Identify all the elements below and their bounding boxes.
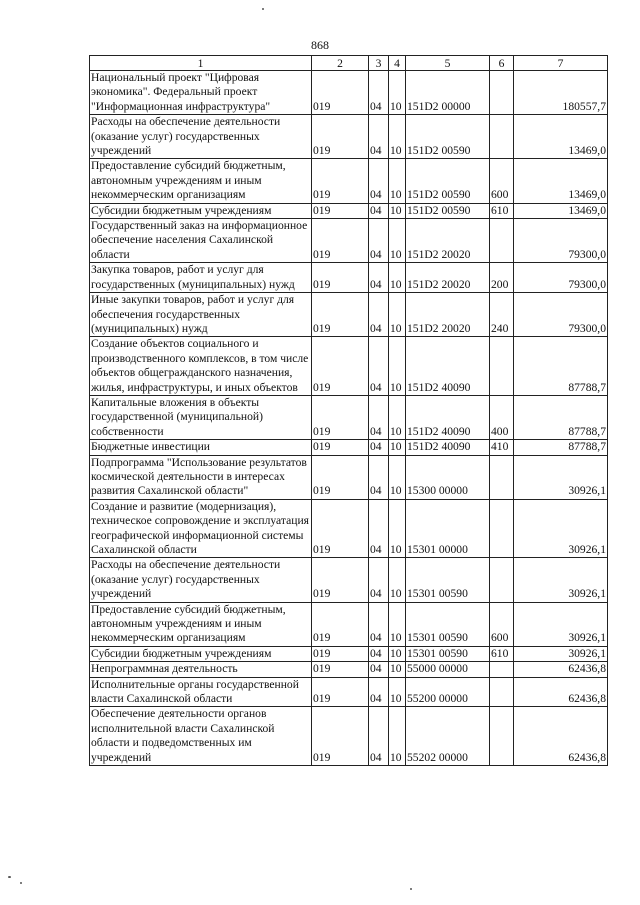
header-row xyxy=(90,56,608,71)
header-col-7: 7 xyxy=(514,56,608,71)
cell-amount: 87788,7 xyxy=(514,440,608,455)
cell-name: Создание объектов социального и производственного комплексов, в том числе объектов общегражданского назначения, жилья, инфраструктуры, и иных объектов xyxy=(90,337,312,396)
cell-ministry-code: 019 xyxy=(312,602,369,646)
cell-ministry-code: 019 xyxy=(312,440,369,455)
cell-ministry-code: 019 xyxy=(312,455,369,499)
table-row xyxy=(90,395,608,439)
scan-speck xyxy=(262,8,264,10)
cell-amount: 79300,0 xyxy=(514,293,608,337)
cell-expense-type: 610 xyxy=(490,203,514,218)
header-col-5: 5 xyxy=(406,56,490,71)
cell-expense-type xyxy=(490,558,514,602)
cell-subsection: 10 xyxy=(389,499,406,558)
cell-expense-type: 610 xyxy=(490,646,514,661)
cell-target-article: 151D2 00000 xyxy=(406,71,490,115)
header-col-2: 2 xyxy=(312,56,369,71)
cell-expense-type xyxy=(490,337,514,396)
cell-section: 04 xyxy=(369,602,389,646)
cell-section: 04 xyxy=(369,558,389,602)
cell-subsection: 10 xyxy=(389,440,406,455)
page-number: 868 xyxy=(311,38,329,52)
cell-section: 04 xyxy=(369,499,389,558)
cell-expense-type: 400 xyxy=(490,395,514,439)
table-row xyxy=(90,159,608,203)
cell-target-article: 55202 00000 xyxy=(406,707,490,766)
cell-section: 04 xyxy=(369,337,389,396)
cell-target-article: 151D2 20020 xyxy=(406,263,490,293)
cell-target-article: 151D2 00590 xyxy=(406,115,490,159)
cell-name: Непрограммная деятельность xyxy=(90,662,312,677)
cell-name: Предоставление субсидий бюджетным, автономным учреждениям и иным некоммерческим организациям xyxy=(90,602,312,646)
cell-amount: 30926,1 xyxy=(514,646,608,661)
scan-speck xyxy=(410,888,412,890)
cell-amount: 30926,1 xyxy=(514,602,608,646)
cell-subsection: 10 xyxy=(389,293,406,337)
cell-name: Субсидии бюджетным учреждениям xyxy=(90,646,312,661)
cell-expense-type xyxy=(490,662,514,677)
cell-name: Предоставление субсидий бюджетным, автономным учреждениям и иным некоммерческим организациям xyxy=(90,159,312,203)
cell-name: Создание и развитие (модернизация), техническое сопровождение и эксплуатация географической информационной системы Сахалинской области xyxy=(90,499,312,558)
cell-ministry-code: 019 xyxy=(312,263,369,293)
cell-target-article: 15301 00590 xyxy=(406,558,490,602)
cell-name: Обеспечение деятельности органов исполнительной власти Сахалинской области и подведомственных им учреждений xyxy=(90,707,312,766)
table-row xyxy=(90,263,608,293)
cell-subsection: 10 xyxy=(389,71,406,115)
cell-section: 04 xyxy=(369,263,389,293)
cell-ministry-code: 019 xyxy=(312,558,369,602)
cell-target-article: 151D2 00590 xyxy=(406,203,490,218)
cell-ministry-code: 019 xyxy=(312,337,369,396)
cell-amount: 79300,0 xyxy=(514,263,608,293)
cell-amount: 13469,0 xyxy=(514,115,608,159)
cell-ministry-code: 019 xyxy=(312,677,369,707)
cell-expense-type: 240 xyxy=(490,293,514,337)
cell-amount: 30926,1 xyxy=(514,499,608,558)
cell-amount: 30926,1 xyxy=(514,558,608,602)
cell-target-article: 15301 00590 xyxy=(406,646,490,661)
cell-amount: 62436,8 xyxy=(514,677,608,707)
cell-subsection: 10 xyxy=(389,337,406,396)
table-row xyxy=(90,662,608,677)
cell-subsection: 10 xyxy=(389,602,406,646)
cell-ministry-code: 019 xyxy=(312,662,369,677)
cell-ministry-code: 019 xyxy=(312,646,369,661)
cell-ministry-code: 019 xyxy=(312,71,369,115)
header-col-1: 1 xyxy=(90,56,312,71)
table-row xyxy=(90,219,608,263)
cell-ministry-code: 019 xyxy=(312,203,369,218)
cell-target-article: 151D2 20020 xyxy=(406,293,490,337)
cell-target-article: 15301 00000 xyxy=(406,499,490,558)
cell-name: Подпрограмма "Использование результатов космической деятельности в интересах развития Сахалинской области" xyxy=(90,455,312,499)
cell-subsection: 10 xyxy=(389,219,406,263)
cell-name: Бюджетные инвестиции xyxy=(90,440,312,455)
table-row xyxy=(90,293,608,337)
cell-section: 04 xyxy=(369,159,389,203)
table-row xyxy=(90,440,608,455)
header-col-3: 3 xyxy=(369,56,389,71)
budget-table xyxy=(89,55,608,766)
table-header xyxy=(90,56,608,71)
table-row xyxy=(90,337,608,396)
cell-ministry-code: 019 xyxy=(312,115,369,159)
cell-subsection: 10 xyxy=(389,395,406,439)
cell-amount: 62436,8 xyxy=(514,662,608,677)
cell-expense-type xyxy=(490,707,514,766)
table-row xyxy=(90,499,608,558)
table-row xyxy=(90,115,608,159)
cell-ministry-code: 019 xyxy=(312,219,369,263)
cell-section: 04 xyxy=(369,395,389,439)
cell-name: Национальный проект "Цифровая экономика". Федеральный проект "Информационная инфраструктура" xyxy=(90,71,312,115)
table-row xyxy=(90,677,608,707)
cell-name: Расходы на обеспечение деятельности (оказание услуг) государственных учреждений xyxy=(90,558,312,602)
cell-subsection: 10 xyxy=(389,263,406,293)
cell-section: 04 xyxy=(369,440,389,455)
cell-target-article: 151D2 20020 xyxy=(406,219,490,263)
scan-speck xyxy=(20,882,22,884)
cell-expense-type: 410 xyxy=(490,440,514,455)
table-row xyxy=(90,602,608,646)
cell-section: 04 xyxy=(369,455,389,499)
cell-expense-type: 600 xyxy=(490,159,514,203)
cell-section: 04 xyxy=(369,219,389,263)
cell-amount: 87788,7 xyxy=(514,395,608,439)
table-body xyxy=(90,71,608,766)
cell-name: Расходы на обеспечение деятельности (оказание услуг) государственных учреждений xyxy=(90,115,312,159)
cell-target-article: 151D2 40090 xyxy=(406,337,490,396)
table-row xyxy=(90,71,608,115)
cell-section: 04 xyxy=(369,293,389,337)
cell-subsection: 10 xyxy=(389,455,406,499)
cell-section: 04 xyxy=(369,707,389,766)
cell-name: Государственный заказ на информационное обеспечение населения Сахалинской области xyxy=(90,219,312,263)
cell-expense-type xyxy=(490,499,514,558)
cell-target-article: 151D2 40090 xyxy=(406,395,490,439)
cell-subsection: 10 xyxy=(389,203,406,218)
cell-name: Иные закупки товаров, работ и услуг для обеспечения государственных (муниципальных) нужд xyxy=(90,293,312,337)
cell-ministry-code: 019 xyxy=(312,395,369,439)
cell-target-article: 151D2 40090 xyxy=(406,440,490,455)
cell-target-article: 151D2 00590 xyxy=(406,159,490,203)
cell-expense-type xyxy=(490,71,514,115)
cell-section: 04 xyxy=(369,662,389,677)
cell-expense-type: 200 xyxy=(490,263,514,293)
cell-ministry-code: 019 xyxy=(312,499,369,558)
cell-section: 04 xyxy=(369,646,389,661)
header-col-4: 4 xyxy=(389,56,406,71)
cell-subsection: 10 xyxy=(389,159,406,203)
cell-ministry-code: 019 xyxy=(312,159,369,203)
table-row xyxy=(90,203,608,218)
cell-expense-type xyxy=(490,677,514,707)
cell-name: Капитальные вложения в объекты государственной (муниципальной) собственности xyxy=(90,395,312,439)
cell-subsection: 10 xyxy=(389,115,406,159)
cell-target-article: 55200 00000 xyxy=(406,677,490,707)
cell-amount: 30926,1 xyxy=(514,455,608,499)
cell-subsection: 10 xyxy=(389,707,406,766)
cell-expense-type xyxy=(490,455,514,499)
cell-ministry-code: 019 xyxy=(312,293,369,337)
table-row xyxy=(90,455,608,499)
cell-amount: 79300,0 xyxy=(514,219,608,263)
cell-amount: 62436,8 xyxy=(514,707,608,766)
cell-section: 04 xyxy=(369,115,389,159)
cell-name: Исполнительные органы государственной власти Сахалинской области xyxy=(90,677,312,707)
table-row xyxy=(90,707,608,766)
cell-subsection: 10 xyxy=(389,677,406,707)
header-col-6: 6 xyxy=(490,56,514,71)
cell-expense-type xyxy=(490,115,514,159)
cell-section: 04 xyxy=(369,677,389,707)
cell-section: 04 xyxy=(369,203,389,218)
cell-subsection: 10 xyxy=(389,558,406,602)
cell-target-article: 15300 00000 xyxy=(406,455,490,499)
cell-amount: 87788,7 xyxy=(514,337,608,396)
scan-speck xyxy=(8,876,11,878)
cell-amount: 180557,7 xyxy=(514,71,608,115)
cell-expense-type xyxy=(490,219,514,263)
cell-target-article: 15301 00590 xyxy=(406,602,490,646)
cell-amount: 13469,0 xyxy=(514,159,608,203)
cell-name: Субсидии бюджетным учреждениям xyxy=(90,203,312,218)
cell-section: 04 xyxy=(369,71,389,115)
cell-name: Закупка товаров, работ и услуг для государственных (муниципальных) нужд xyxy=(90,263,312,293)
table-row xyxy=(90,646,608,661)
table-row xyxy=(90,558,608,602)
cell-target-article: 55000 00000 xyxy=(406,662,490,677)
cell-subsection: 10 xyxy=(389,646,406,661)
cell-ministry-code: 019 xyxy=(312,707,369,766)
cell-amount: 13469,0 xyxy=(514,203,608,218)
cell-subsection: 10 xyxy=(389,662,406,677)
cell-expense-type: 600 xyxy=(490,602,514,646)
